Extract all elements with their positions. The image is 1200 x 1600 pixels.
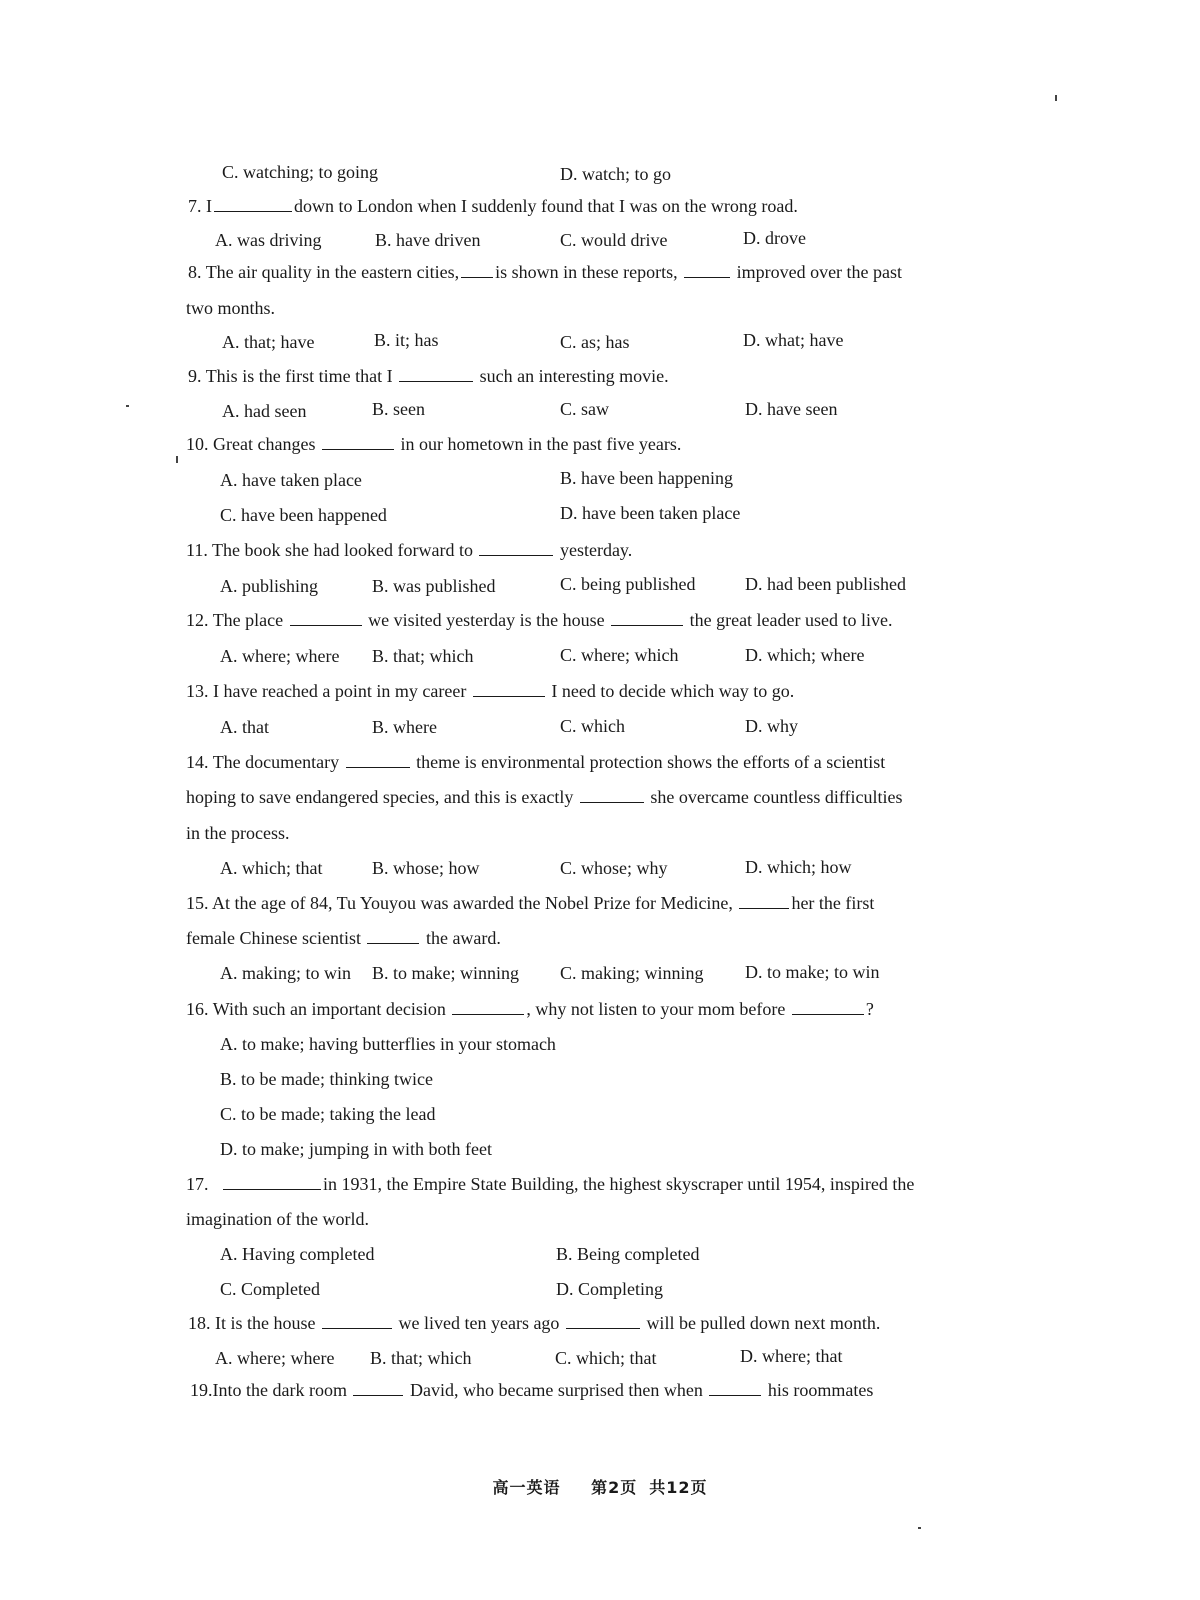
question-text: I need to decide which way to go.: [551, 681, 795, 701]
q8-option-c: C. as; has: [560, 332, 630, 352]
q6-option-c: C. watching; to going: [222, 162, 378, 182]
question-text: such an interesting movie.: [479, 366, 669, 386]
q7-option-d: D. drove: [743, 228, 806, 248]
question-text: down to London when I suddenly found that I was on the wrong road.: [294, 196, 798, 216]
question-13: [186, 681, 794, 702]
q11-option-d: D. had been published: [745, 574, 906, 594]
q13-option-d: D. why: [745, 716, 798, 736]
q13-option-c: C. which: [560, 716, 625, 736]
q14-option-b: B. whose; how: [372, 858, 480, 878]
page-footer: [0, 1475, 1200, 1498]
q10-option-b: B. have been happening: [560, 468, 733, 488]
question-14-continued: [186, 787, 902, 808]
question-9: [188, 366, 669, 387]
q7-option-c: C. would drive: [560, 230, 668, 250]
question-14: [186, 752, 885, 773]
question-text: her the first: [791, 893, 875, 913]
question-text: At the age of 84, Tu Youyou was awarded the Nobel Prize for Medicine,: [212, 893, 733, 913]
question-text: she overcame countless difficulties: [650, 787, 903, 807]
question-12: [186, 610, 893, 631]
q17-option-b: B. Being completed: [556, 1244, 700, 1264]
question-number: 13.: [186, 681, 209, 701]
question-text: It is the house: [215, 1313, 316, 1333]
q16-option-b: B. to be made; thinking twice: [220, 1069, 433, 1089]
q14-option-c: C. whose; why: [560, 858, 668, 878]
question-10: [186, 434, 681, 455]
answer-blank: [684, 262, 730, 278]
q9-option-b: B. seen: [372, 399, 425, 419]
question-7: [188, 196, 798, 217]
question-text: I: [206, 196, 212, 216]
q15-option-d: D. to make; to win: [745, 962, 880, 982]
answer-blank: [479, 540, 553, 556]
q18-option-a: A. where; where: [215, 1348, 335, 1368]
answer-blank: [739, 893, 789, 909]
question-number: 7.: [188, 196, 202, 216]
question-text: will be pulled down next month.: [646, 1313, 881, 1333]
question-text: The place: [212, 610, 284, 630]
q8-option-d: D. what; have: [743, 330, 844, 350]
question-text: theme is environmental protection shows the efforts of a scientist: [416, 752, 886, 772]
question-17: [186, 1174, 914, 1195]
q13-option-a: A. that: [220, 717, 269, 737]
question-number: 18.: [188, 1313, 211, 1333]
q11-option-c: C. being published: [560, 574, 696, 594]
q15-option-b: B. to make; winning: [372, 963, 519, 983]
question-text: is shown in these reports,: [495, 262, 678, 282]
question-number: 15.: [186, 893, 209, 913]
scan-speck: [918, 1527, 921, 1529]
question-text: I have reached a point in my career: [213, 681, 467, 701]
question-text: in our hometown in the past five years.: [400, 434, 682, 454]
question-number: 12.: [186, 610, 209, 630]
question-11: [186, 540, 632, 561]
q7-option-a: A. was driving: [215, 230, 322, 250]
question-text: improved over the past: [736, 262, 903, 282]
q11-option-a: A. publishing: [220, 576, 319, 596]
q17-option-c: C. Completed: [220, 1279, 320, 1299]
q16-option-c: C. to be made; taking the lead: [220, 1104, 436, 1124]
answer-blank: [461, 262, 493, 278]
q10-option-a: A. have taken place: [220, 470, 362, 490]
footer-subject: 高一英语: [492, 1478, 561, 1497]
answer-blank: [566, 1313, 640, 1329]
question-text: Great changes: [213, 434, 316, 454]
question-text: we lived ten years ago: [398, 1313, 560, 1333]
answer-blank: [322, 1313, 392, 1329]
question-text: we visited yesterday is the house: [368, 610, 605, 630]
scan-speck: [176, 456, 178, 463]
question-text: With such an important decision: [212, 999, 446, 1019]
question-text: This is the first time that I: [205, 366, 393, 386]
q8-option-b: B. it; has: [374, 330, 439, 350]
q18-option-b: B. that; which: [370, 1348, 472, 1368]
question-15-continued: [186, 928, 501, 949]
q6-option-d: D. watch; to go: [560, 164, 671, 184]
answer-blank: [214, 196, 292, 212]
q12-option-d: D. which; where: [745, 645, 865, 665]
question-16: [186, 999, 874, 1020]
footer-page-number: 第2页: [591, 1478, 638, 1497]
q12-option-a: A. where; where: [220, 646, 340, 666]
q9-option-c: C. saw: [560, 399, 609, 419]
answer-blank: [346, 752, 410, 768]
q12-option-c: C. where; which: [560, 645, 679, 665]
question-number: 9.: [188, 366, 202, 386]
question-text: , why not listen to your mom before: [526, 999, 786, 1019]
question-text: The air quality in the eastern cities,: [205, 262, 460, 282]
q13-option-b: B. where: [372, 717, 437, 737]
scan-speck: [1055, 95, 1057, 101]
question-14-continued-2: in the process.: [186, 823, 290, 843]
answer-blank: [353, 1380, 403, 1396]
q11-option-b: B. was published: [372, 576, 496, 596]
q15-option-c: C. making; winning: [560, 963, 704, 983]
q9-option-d: D. have seen: [745, 399, 838, 419]
answer-blank: [399, 366, 473, 382]
question-18: [188, 1313, 880, 1334]
question-text: female Chinese scientist: [186, 928, 361, 948]
question-text: ?: [865, 999, 874, 1019]
answer-blank: [611, 610, 683, 626]
q12-option-b: B. that; which: [372, 646, 474, 666]
answer-blank: [452, 999, 524, 1015]
question-number: 14.: [186, 752, 209, 772]
answer-blank: [473, 681, 545, 697]
question-text: his roommates: [767, 1380, 874, 1400]
question-text: in 1931, the Empire State Building, the highest skyscraper until 1954, inspired the: [323, 1174, 915, 1194]
scan-speck: [126, 405, 129, 407]
q10-option-c: C. have been happened: [220, 505, 387, 525]
question-text: yesterday.: [559, 540, 633, 560]
q18-option-c: C. which; that: [555, 1348, 657, 1368]
question-number: 19.: [190, 1380, 213, 1400]
answer-blank: [290, 610, 362, 626]
q17-option-d: D. Completing: [556, 1279, 663, 1299]
question-text: The documentary: [212, 752, 340, 772]
answer-blank: [367, 928, 419, 944]
question-text: David, who became surprised then when: [409, 1380, 703, 1400]
question-number: 10.: [186, 434, 209, 454]
q7-option-b: B. have driven: [375, 230, 481, 250]
q8-option-a: A. that; have: [222, 332, 315, 352]
q10-option-d: D. have been taken place: [560, 503, 741, 523]
q16-option-d: D. to make; jumping in with both feet: [220, 1139, 492, 1159]
question-text: the great leader used to live.: [689, 610, 893, 630]
answer-blank: [580, 787, 644, 803]
question-text: the award.: [425, 928, 501, 948]
question-text: Into the dark room: [212, 1380, 347, 1400]
q16-option-a: A. to make; having butterflies in your stomach: [220, 1034, 556, 1054]
q17-option-a: A. Having completed: [220, 1244, 375, 1264]
question-text: The book she had looked forward to: [212, 540, 473, 560]
answer-blank: [223, 1174, 321, 1190]
question-8-continued: two months.: [186, 298, 276, 318]
q14-option-a: A. which; that: [220, 858, 323, 878]
question-number: 11.: [186, 540, 208, 560]
q14-option-d: D. which; how: [745, 857, 852, 877]
question-number: 8.: [188, 262, 202, 282]
question-15: [186, 893, 874, 914]
question-number: 16.: [186, 999, 209, 1019]
question-number: 17.: [186, 1174, 209, 1194]
answer-blank: [709, 1380, 761, 1396]
question-19: [190, 1380, 873, 1401]
answer-blank: [792, 999, 864, 1015]
question-8: [188, 262, 902, 283]
question-17-continued: imagination of the world.: [186, 1209, 369, 1229]
q9-option-a: A. had seen: [222, 401, 307, 421]
footer-total-pages: 共12页: [649, 1478, 708, 1497]
question-text: hoping to save endangered species, and this is exactly: [186, 787, 574, 807]
q18-option-d: D. where; that: [740, 1346, 843, 1366]
q15-option-a: A. making; to win: [220, 963, 351, 983]
answer-blank: [322, 434, 394, 450]
